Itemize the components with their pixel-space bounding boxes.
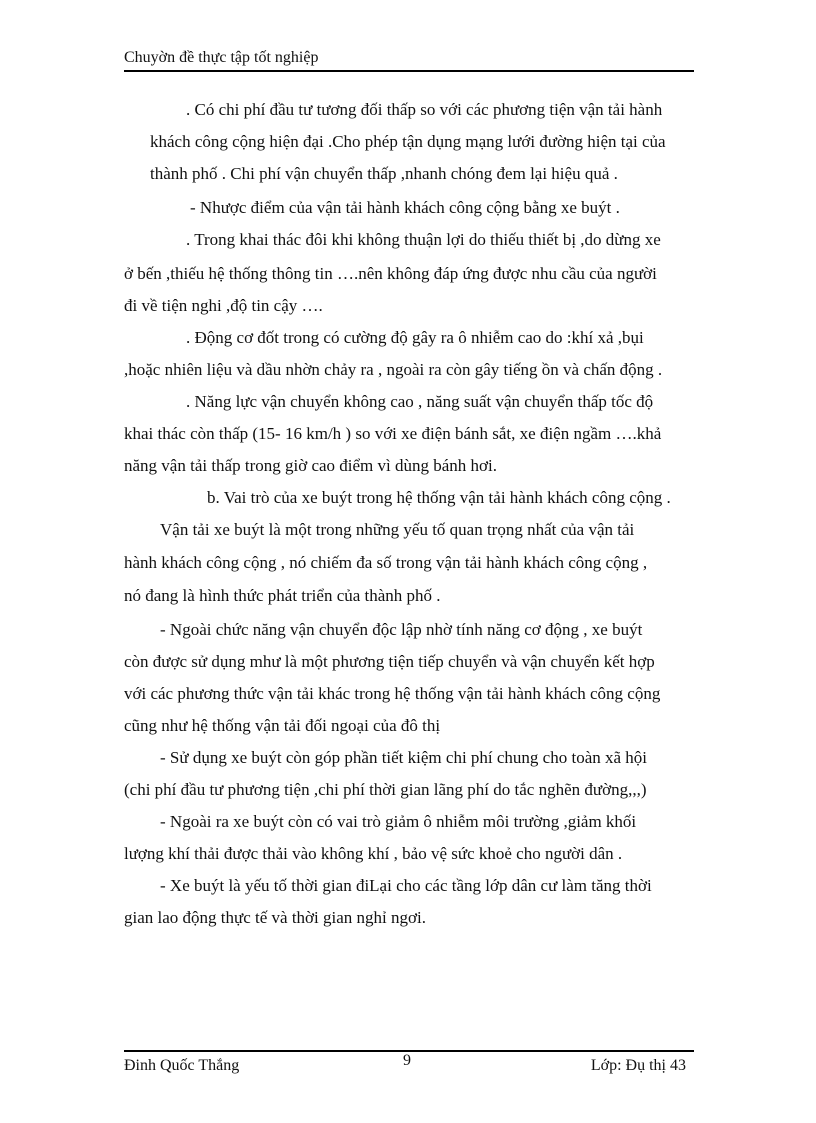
text-line: - Sử dụng xe buýt còn góp phần tiết kiệm chi phí chung cho toàn xã hội bbox=[160, 748, 648, 767]
text-line: cũng như hệ thống vận tải đối ngoại của đô thị bbox=[124, 716, 441, 735]
text-line: . Năng lực vận chuyển không cao , năng suất vận chuyển thấp tốc độ bbox=[186, 392, 654, 411]
text-line: năng vận tải thấp trong giờ cao điểm vì dùng bánh hơi. bbox=[124, 456, 498, 475]
text-line: - Ngoài chức năng vận chuyển độc lập nhờ tính năng cơ động , xe buýt bbox=[160, 620, 643, 639]
page-header-title: Chuyờn đề thực tập tốt nghiệp bbox=[124, 49, 319, 66]
text-line: ở bến ,thiếu hệ thống thông tin ….nên không đáp ứng được nhu cầu của người bbox=[124, 264, 657, 283]
text-line: ,hoặc nhiên liệu và dầu nhờn chảy ra , ngoài ra còn gây tiếng ồn và chấn động . bbox=[124, 360, 663, 379]
text-line: (chi phí đầu tư phương tiện ,chi phí thời gian lãng phí do tắc nghẽn đường,,,) bbox=[124, 780, 647, 799]
footer-class-label: Lớp: Đụ thị 43 bbox=[590, 1057, 686, 1074]
text-line: khai thác còn thấp (15- 16 km/h ) so với xe điện bánh sắt, xe điện ngầm ….khả bbox=[124, 424, 662, 443]
text-line: đi về tiện nghi ,độ tin cậy …. bbox=[124, 296, 323, 315]
header-divider bbox=[124, 70, 694, 72]
text-line: hành khách công cộng , nó chiếm đa số trong vận tải hành khách công cộng , bbox=[124, 553, 648, 572]
page-number: 9 bbox=[403, 1052, 411, 1069]
text-line: - Ngoài ra xe buýt còn có vai trò giảm ô nhiễm môi trường ,giảm khối bbox=[160, 812, 637, 831]
text-line: khách công cộng hiện đại .Cho phép tận dụng mạng lưới đường hiện tại của bbox=[150, 132, 666, 151]
footer-author: Đinh Quốc Thắng bbox=[124, 1057, 240, 1074]
text-line: thành phố . Chi phí vận chuyển thấp ,nhanh chóng đem lại hiệu quả . bbox=[150, 164, 618, 183]
text-line: . Trong khai thác đôi khi không thuận lợi do thiếu thiết bị ,do dừng xe bbox=[186, 230, 661, 249]
text-line: - Nhược điểm của vận tải hành khách công cộng bằng xe buýt . bbox=[190, 198, 620, 217]
text-line: nó đang là hình thức phát triển của thành phố . bbox=[124, 586, 441, 605]
text-line: với các phương thức vận tải khác trong hệ thống vận tải hành khách công cộng bbox=[124, 684, 661, 703]
text-line: còn được sử dụng mhư là một phương tiện tiếp chuyển và vận chuyển kết hợp bbox=[124, 652, 655, 671]
text-line: gian lao động thực tế và thời gian nghỉ ngơi. bbox=[124, 908, 426, 927]
text-line: lượng khí thải được thải vào không khí , bảo vệ sức khoẻ cho người dân . bbox=[124, 844, 623, 863]
text-line: . Động cơ đốt trong có cường độ gây ra ô nhiễm cao do :khí xả ,bụi bbox=[186, 328, 644, 347]
text-line: . Có chi phí đầu tư tương đối thấp so với các phương tiện vận tải hành bbox=[186, 100, 663, 119]
text-line: - Xe buýt là yếu tố thời gian điLại cho các tầng lớp dân cư làm tăng thời bbox=[160, 876, 652, 895]
text-line: Vận tải xe buýt là một trong những yếu tố quan trọng nhất của vận tải bbox=[160, 520, 635, 539]
section-heading: b. Vai trò của xe buýt trong hệ thống vận tải hành khách công cộng . bbox=[207, 488, 671, 507]
